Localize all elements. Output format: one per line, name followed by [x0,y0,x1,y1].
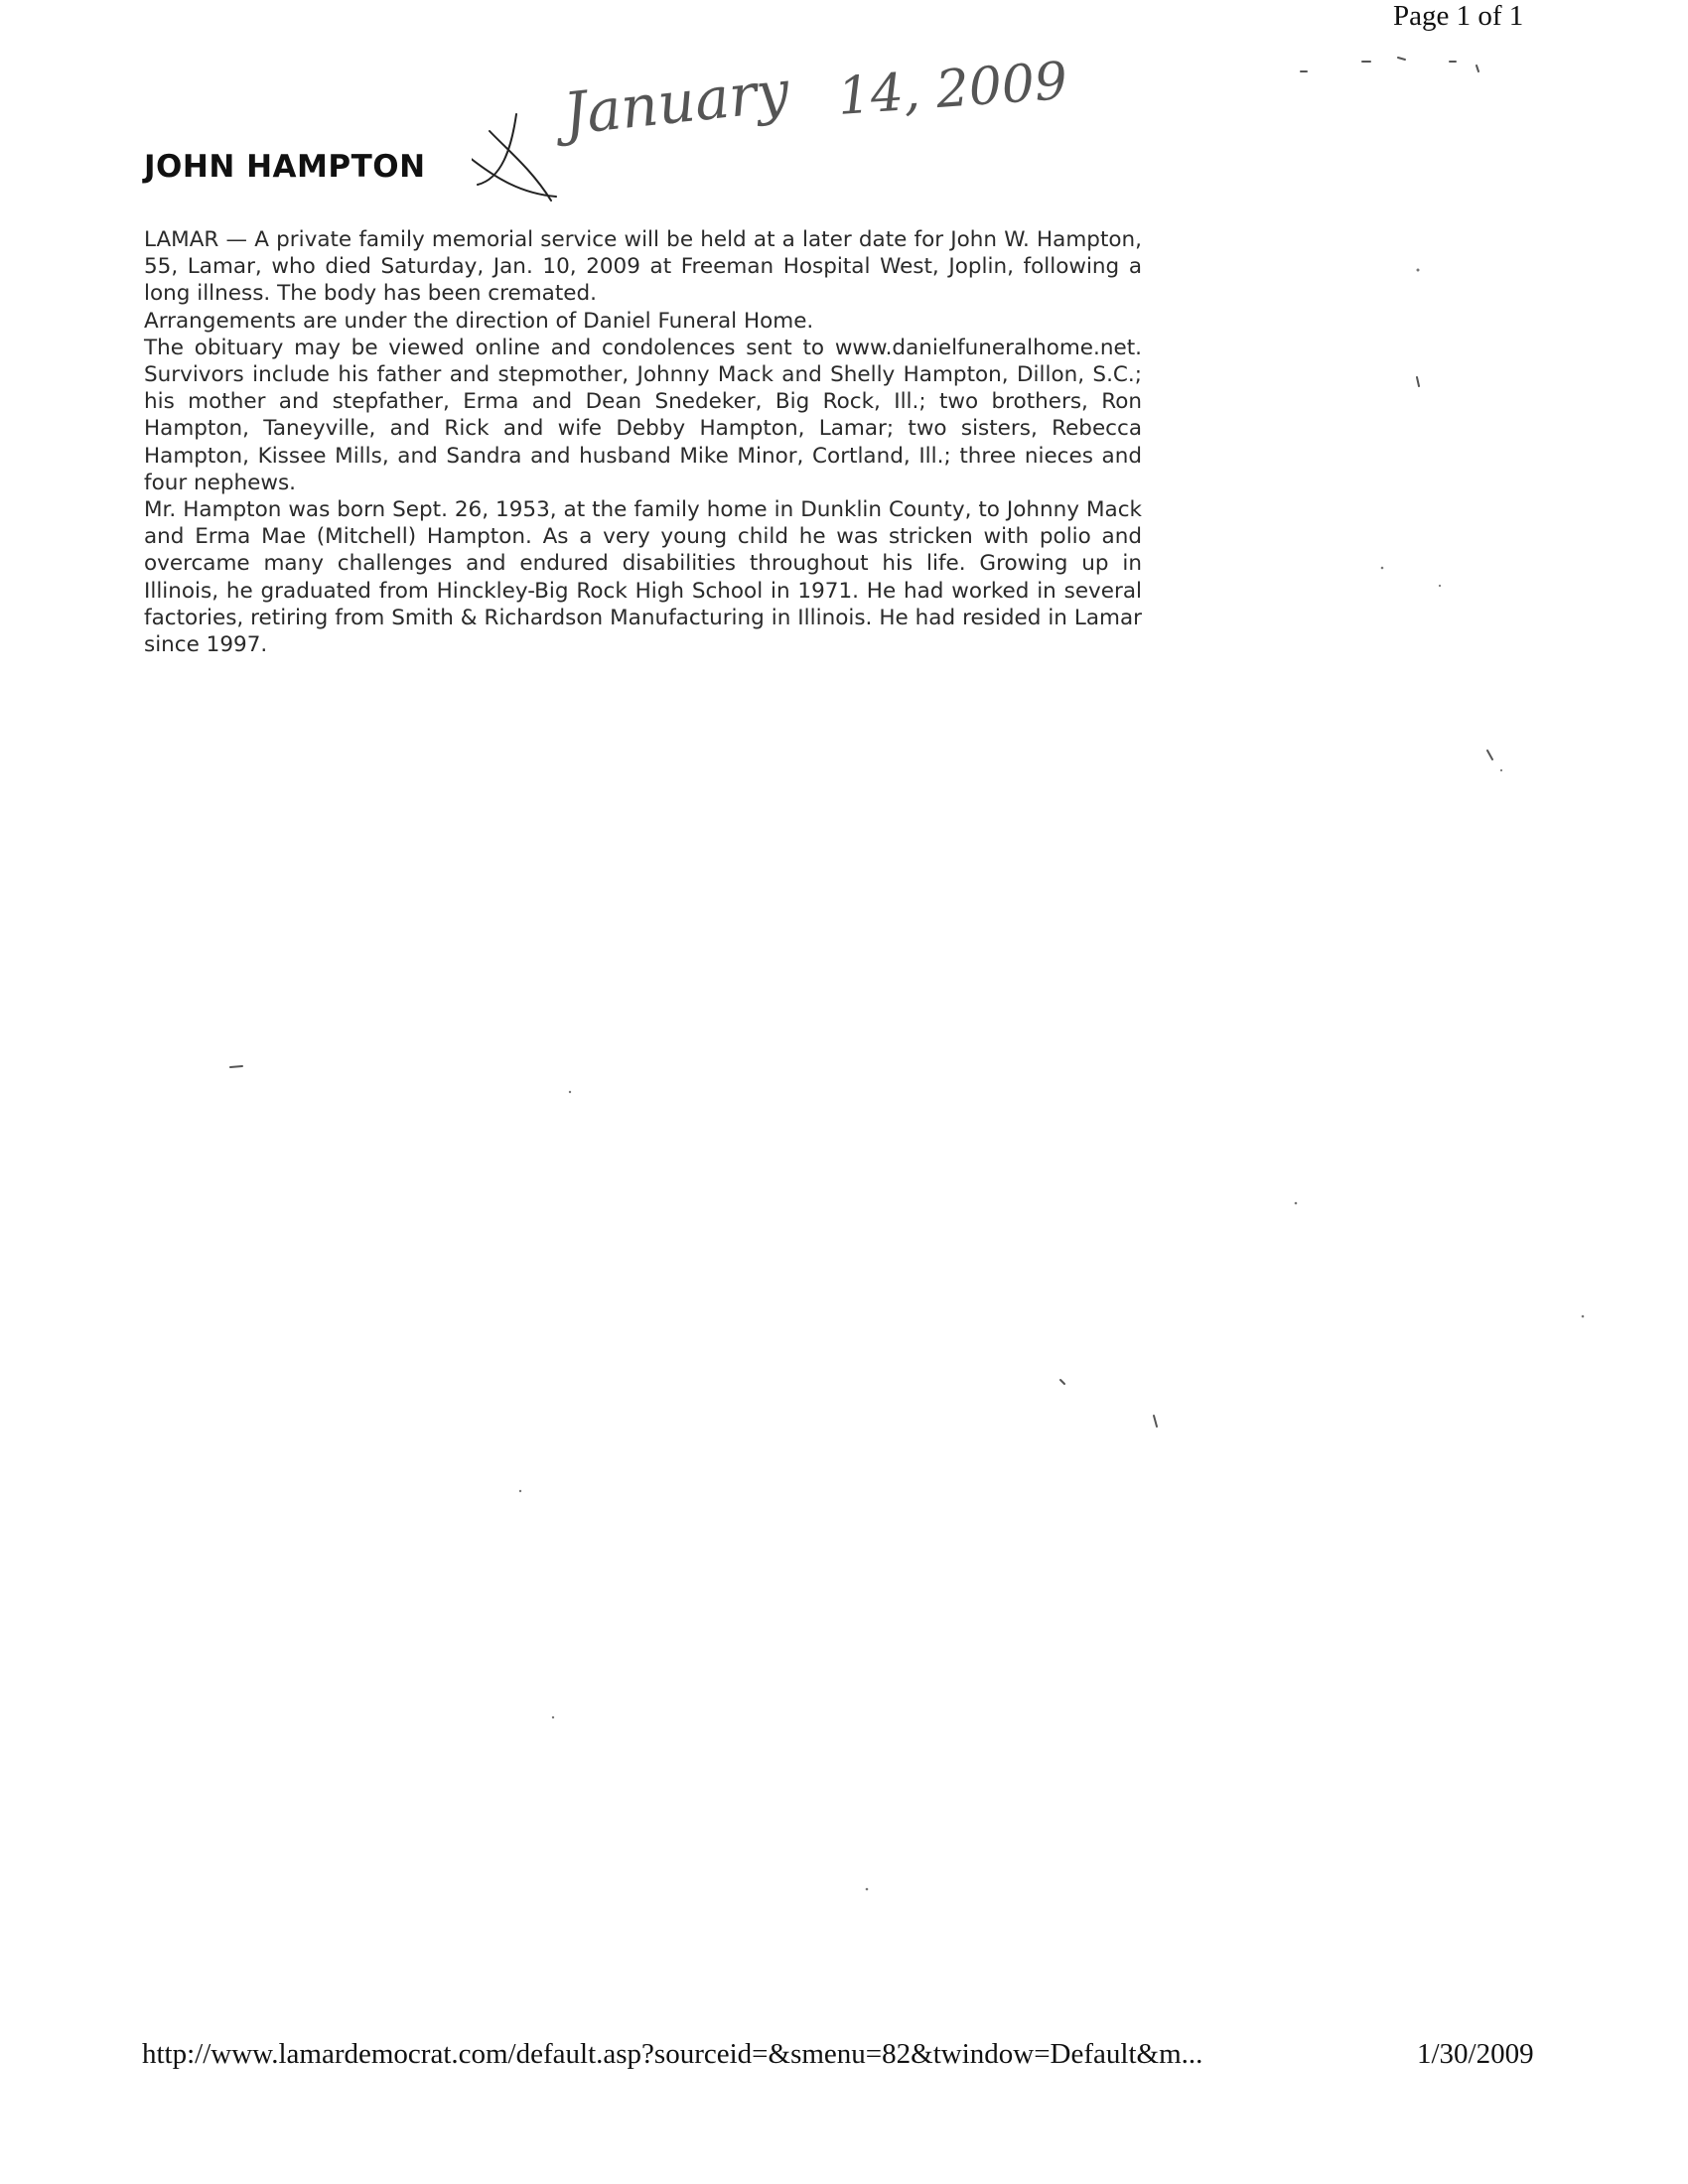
svg-text:14, 2009: 14, 2009 [835,51,1069,127]
page-number: Page 1 of 1 [1393,0,1524,32]
obituary-headline: JOHN HAMPTON [144,149,426,185]
paragraph-biography: Mr. Hampton was born Sept. 26, 1953, at the family home in Dunklin County, to Johnny Mack and Erma Mae (Mitchell) Hampton. As a very young child he was stricken with polio and overcame many challenges and endured disabilities throughout his life. Growing up in Illinois, he graduated from Hinckley-Big Rock High School in 1971. He had worked in several factories, retiring from Smith & Richardson Manufacturing in Illinois. He had resided in Lamar since 1997. [144,497,1142,658]
paragraph-service: LAMAR — A private family memorial service will be held at a later date for John W. Hampton, 55, Lamar, who died Saturday, Jan. 10, 2009 at Freeman Hospital West, Joplin, following a long illness. The body has been cremated. [144,227,1142,307]
footer-url: http://www.lamardemocrat.com/default.asp?sourceid=&smenu=82&twindow=Default&m... [142,2038,1203,2070]
footer-print-date: 1/30/2009 [1417,2038,1534,2070]
handwritten-date-annotation [472,40,1127,208]
paragraph-survivors: Survivors include his father and stepmother, Johnny Mack and Shelly Hampton, Dillon, S.C.; his mother and stepfather, Erma and Dean Snedeker, Big Rock, Ill.; two brothers, Ron Hampton, Taneyville, and Rick and wife Debby Hampton, Lamar; two sisters, Rebecca Hampton, Kissee Mills, and Sandra and husband Mike Minor, Cortland, Ill.; three nieces and four nephews. [144,362,1142,495]
paragraph-online: The obituary may be viewed online and condolences sent to www.danielfuneralhome.net. [144,335,1142,360]
obituary-body [144,226,1142,658]
paragraph-arrangements: Arrangements are under the direction of Daniel Funeral Home. [144,308,814,334]
svg-text:January: January [560,57,792,148]
